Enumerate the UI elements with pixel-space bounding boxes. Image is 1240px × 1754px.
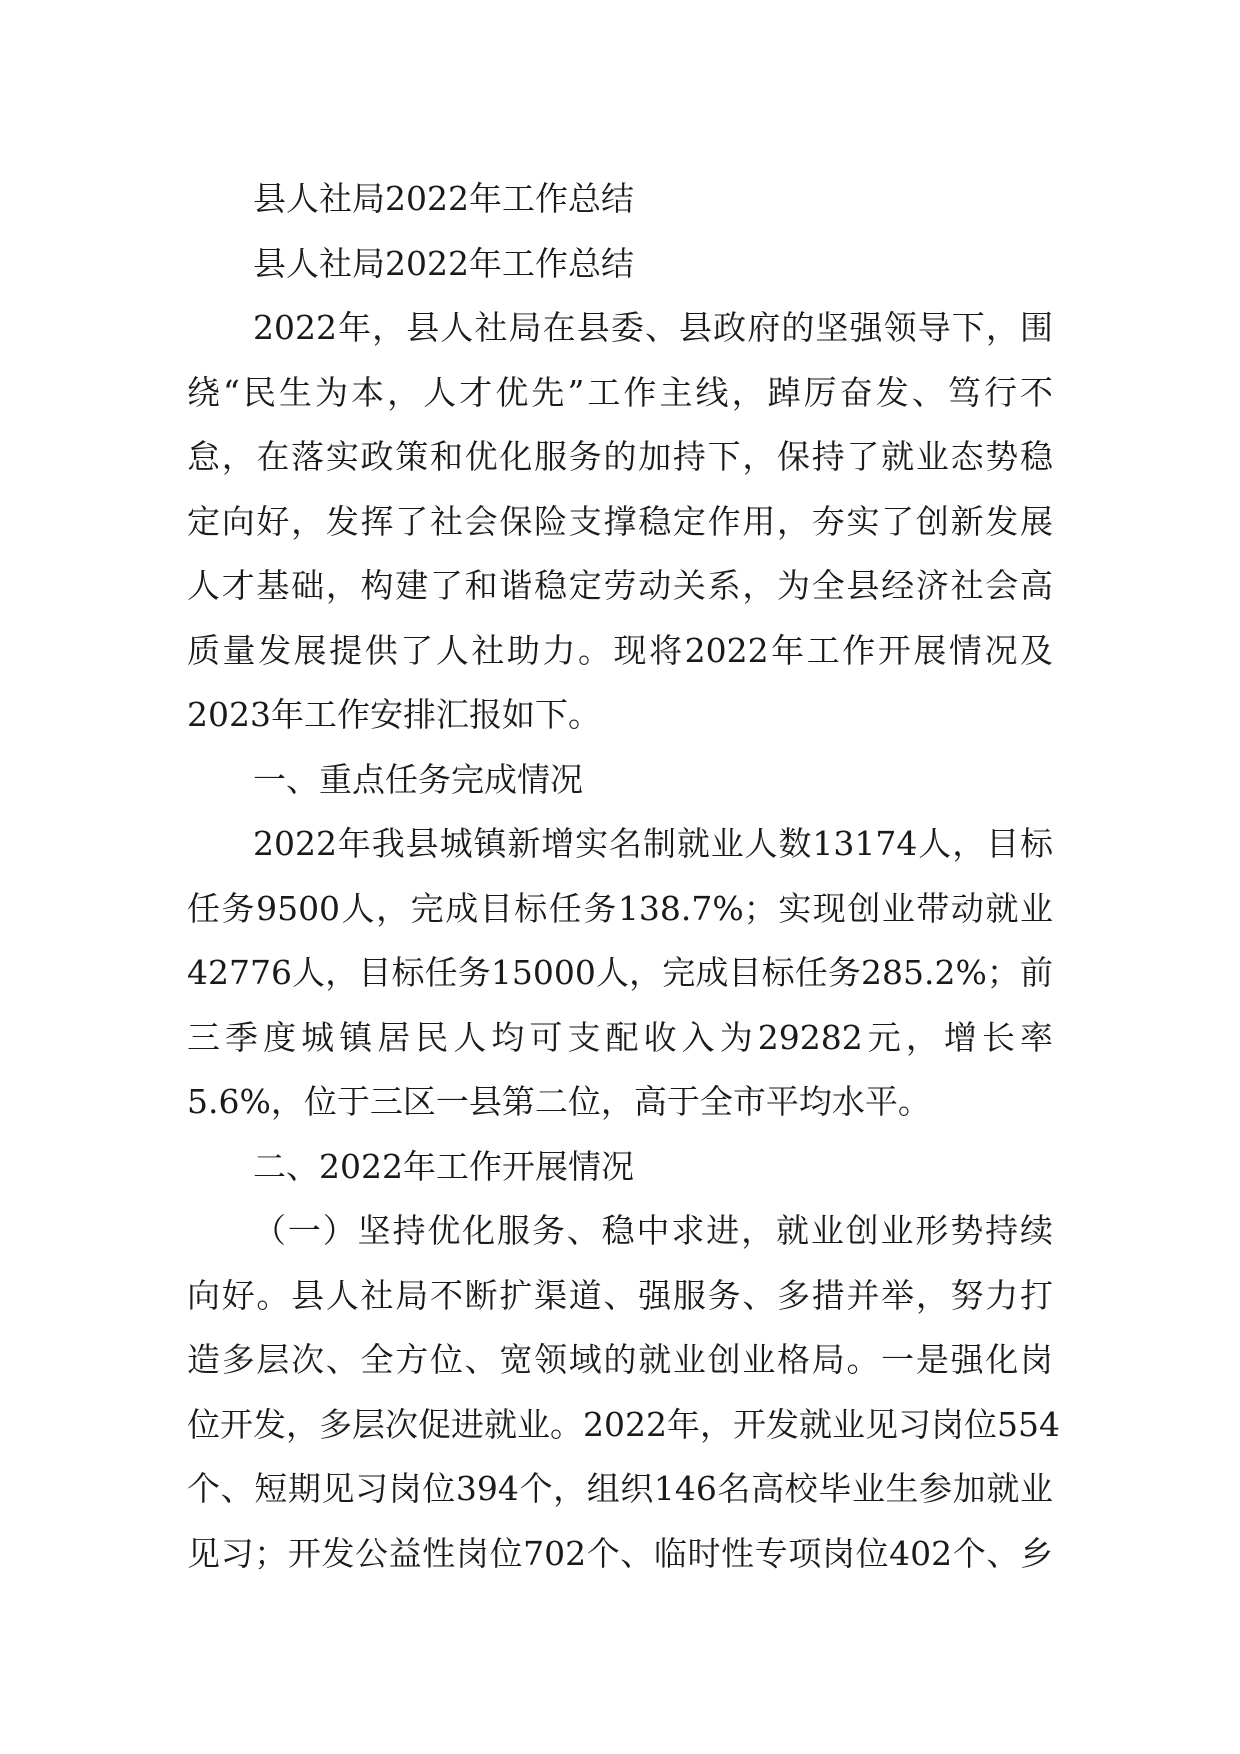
section1-paragraph-line: 三季度城镇居民人均可支配收入为29282元，增长率 [187,1017,1053,1057]
intro-paragraph-line: 怠，在落实政策和优化服务的加持下，保持了就业态势稳 [187,437,1053,476]
section2-paragraph-line: 见习；开发公益性岗位702个、临时性专项岗位402个、乡 [187,1533,1053,1573]
section1-paragraph-line: 2022年我县城镇新增实名制就业人数13174人，目标 [253,824,1053,863]
section2-paragraph-line: （一）坚持优化服务、稳中求进，就业创业形势持续 [253,1211,1053,1250]
intro-paragraph-line: 2022年，县人社局在县委、县政府的坚强领导下，围 [253,308,1053,347]
section1-paragraph-line: 任务9500人，完成目标任务138.7%；实现创业带动就业 [187,888,1053,928]
section2-paragraph-line: 个、短期见习岗位394个，组织146名高校毕业生参加就业 [187,1469,1053,1508]
section2-paragraph-line: 向好。县人社局不断扩渠道、强服务、多措并举，努力打 [187,1275,1053,1315]
section-heading: 一、重点任务完成情况 [253,759,583,799]
section2-paragraph-line: 造多层次、全方位、宽领域的就业创业格局。一是强化岗 [187,1340,1053,1379]
section2-paragraph-line: 位开发，多层次促进就业。2022年，开发就业见习岗位554 [187,1404,1060,1444]
document-title: 县人社局2022年工作总结 [253,179,634,218]
intro-paragraph-line: 质量发展提供了人社助力。现将2022年工作开展情况及 [187,630,1053,670]
intro-paragraph-line: 人才基础，构建了和谐稳定劳动关系，为全县经济社会高 [187,566,1053,605]
intro-paragraph-line: 定向好，发挥了社会保险支撑稳定作用，夯实了创新发展 [187,501,1053,541]
section1-paragraph-line: 5.6%，位于三区一县第二位，高于全市平均水平。 [187,1082,931,1121]
intro-paragraph-line: 2023年工作安排汇报如下。 [187,695,601,734]
intro-paragraph-line: 绕“民生为本，人才优先”工作主线，踔厉奋发、笃行不 [187,372,1053,412]
document-subtitle: 县人社局2022年工作总结 [253,243,634,283]
document-body [187,167,1060,1586]
section1-paragraph-line: 42776人，目标任务15000人，完成目标任务285.2%；前 [187,953,1053,992]
section-heading: 二、2022年工作开展情况 [253,1146,634,1186]
